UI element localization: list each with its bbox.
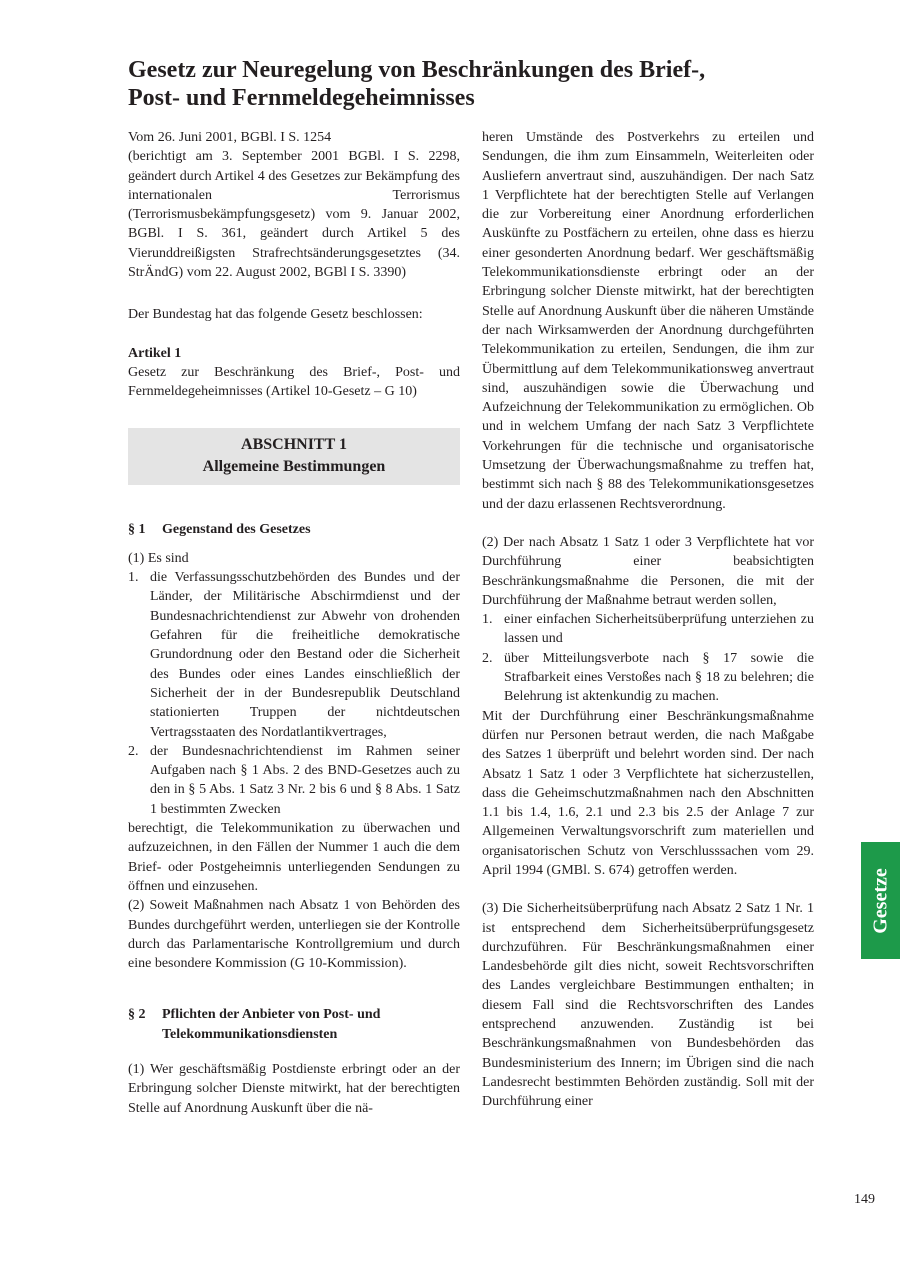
s2-list-item-1 — [482, 610, 814, 649]
side-tab-gesetze — [861, 842, 900, 959]
amendments-note: (berichtigt am 3. September 2001 BGBl. I S. 2298, geändert durch Artikel 4 des Gesetzes zur Bekämpfung des internationalen Terrorismus (Terrorismusbekämpfungsgesetz) vom 9. Januar 2002, BGBl. I S. 361, geändert durch Artikel 5 des Vierunddreißigsten Strafrechtsänderungsgesetztes (34. StrÄndG) vom 22. August 2002, BGBl I S. 3390) — [128, 149, 460, 281]
s1-list-item-2 — [128, 742, 460, 819]
document-title — [128, 56, 828, 112]
list-number: 2. — [128, 743, 139, 759]
section-number: ABSCHNITT 1 — [241, 435, 347, 453]
s1-paragraph-1-intro: (1) Es sind — [128, 550, 189, 566]
list-text: einer einfachen Sicherheitsüberprüfung unterziehen zu lassen und — [504, 612, 814, 647]
article-heading: Artikel 1 — [128, 345, 182, 361]
section-1-number: § 1 — [128, 521, 146, 537]
left-column — [128, 128, 460, 1118]
s1-paragraph-2: (2) Soweit Maßnahmen nach Absatz 1 von Behörden des Bundes durchgeführt werden, unterliegen sie der Kontrolle durch das Parlamentarische Kontrollgremium und durch eine besondere Kommission (G 10-Kommission). — [128, 898, 460, 972]
list-number: 1. — [482, 612, 493, 628]
s2-paragraph-2-end: Mit der Durchführung einer Beschränkungsmaßnahme dürfen nur Personen betraut werden, die nach Maßgabe des Satzes 1 überprüft und belehrt worden sind. Der nach Absatz 1 Satz 1 oder 3 Verpflichtete hat sicherzustellen, dass die Geheimschutzmaßnahmen nach den Abschnitten 1.1 bis 1.4, 1.6, 2.1 und 2.3 bis 2.5 der Anlage 7 zur Allgemeinen Verwaltungsvorschrift zum materiellen und organisatorischen Schutz von Verschlusssachen vom 29. April 1994 (GMBl. S. 674) getroffen werden. — [482, 708, 814, 878]
list-text: über Mitteilungsverbote nach § 17 sowie die Strafbarkeit eines Verstoßes nach § 18 zu belehren; die Belehrung ist aktenkundig zu machen. — [504, 650, 814, 705]
s2-paragraph-3: (3) Die Sicherheitsüberprüfung nach Absatz 2 Satz 1 Nr. 1 ist entsprechend dem Sicherheitsüberprüfungsgesetz durchzuführen. Für Beschränkungsmaßnahmen einer Landesbehörde gilt dies nicht, soweit Rechtsvorschriften des Landes vergleichbare Bestimmungen enthalten; in diesem Fall sind die Rechtsvorschriften des Landes entsprechend anzuwenden. Zuständig ist bei Beschränkungsmaßnahmen von Bundesbehörden das Bundesministerium des Innern; im Übrigen sind die nach Landesrecht bestimmten Behörden zuständig. Soll mit der Durchführung einer — [482, 901, 814, 1110]
section-2-number: § 2 — [128, 1007, 146, 1023]
title-line-1: Gesetz zur Neuregelung von Beschränkungen des Brief-, — [128, 57, 706, 83]
section-2-title — [162, 1005, 380, 1044]
list-number: 1. — [128, 570, 139, 586]
list-text: die Verfassungsschutzbehörden des Bundes und der Länder, der Militärische Abschirmdienst und der Bundesnachrichtendienst zur Abwehr von drohenden Gefahren für die freiheitliche demokratische Grundordnung oder den Bestand oder die Sicherheit des Bundes oder eines Landes einschließlich der Sicherheit der in der Bundesrepublik Deutschland stationierten Truppen der nichtdeutschen Vertragsstaaten des Nordatlantikvertrages, — [150, 570, 460, 740]
list-text: der Bundesnachrichtendienst im Rahmen seiner Aufgaben nach § 1 Abs. 2 des BND-Gesetzes auch zu den in § 5 Abs. 1 Satz 3 Nr. 2 bis 6 und § 8 Abs. 1 Satz 1 bestimmten Zwecken — [150, 743, 460, 817]
section-title: Allgemeine Bestimmungen — [202, 457, 386, 475]
s2-list-item-2 — [482, 649, 814, 707]
s1-paragraph-1-end: berechtigt, die Telekommunikation zu überwachen und aufzuzeichnen, in den Fällen der Nummer 1 auch die dem Brief- oder Postgeheimnis unterliegenden Sendungen zu öffnen und einzusehen. — [128, 821, 460, 894]
s2-paragraph-1-start: (1) Wer geschäftsmäßig Postdienste erbringt oder an der Erbringung solcher Dienste mitwirkt, hat der berechtigten Stelle auf Anordnung Auskunft über die nä- — [128, 1061, 460, 1116]
section-2-heading — [128, 1005, 460, 1044]
section-1-title: Gegenstand des Gesetzes — [162, 521, 311, 537]
s1-list-item-1 — [128, 568, 460, 742]
right-column — [482, 128, 814, 1112]
s2-paragraph-1-continued: heren Umstände des Postverkehrs zu erteilen und Sendungen, die ihm zum Einsammeln, Weiterleiten oder Ausliefern anvertraut sind, auszuhändigen. Der nach Satz 1 Verpflichtete hat der berechtigten Stelle auf Verlangen die zur Vorbereitung einer Anordnung erforderlichen Auskünfte zu Postfächern zu erteilen, ohne dass es hierzu einer gesonderten Anordnung bedarf. Wer geschäftsmäßig Telekommunikationsdienste erbringt oder an der Erbringung solcher Dienste mitwirkt, hat der berechtigten Stelle auf Anordnung Auskunft über die näheren Umstände der nach Wirksamwerden der Anordnung durchgeführten Telekommunikation zu erteilen, Sendungen, die ihm zur Übermittlung auf dem Telekommunikationsweg anvertraut sind, auszuhändigen sowie die Überwachung und Aufzeichnung der Telekommunikation zu ermöglichen. Ob und in welchem Umfang der nach Satz 3 Verpflichtete Vorkehrungen für die technische und organisatorische Umsetzung der Überwachungsmaßnahme zu treffen hat, bestimmt sich nach § 88 des Telekommunikationsgesetzes und der dazu erlassenen Rechtsverordnung. — [482, 130, 814, 512]
side-tab-label: Gesetze — [869, 867, 891, 934]
section-2-title-line-1: Pflichten der Anbieter von Post- und — [162, 1007, 381, 1023]
s2-paragraph-2-intro: (2) Der nach Absatz 1 Satz 1 oder 3 Verpflichtete hat vor Durchführung einer beabsichtigten Beschränkungsmaßnahme die Personen, die mit der Durchführung der Maßnahme betraut werden sollen, — [482, 534, 814, 608]
title-line-2: Post- und Fernmeldegeheimnisses — [128, 85, 475, 111]
section-2-title-line-2: Telekommunikationsdiensten — [162, 1026, 338, 1042]
list-number: 2. — [482, 650, 493, 666]
page-number: 149 — [854, 1192, 875, 1207]
article-text: Gesetz zur Beschränkung des Brief-, Post- und Fernmeldegeheimnisses (Artikel 10-Gesetz – G 10) — [128, 364, 460, 400]
section-box — [128, 428, 460, 485]
section-1-heading — [128, 520, 460, 539]
enactment-clause: Der Bundestag hat das folgende Gesetz beschlossen: — [128, 307, 423, 323]
date-line: Vom 26. Juni 2001, BGBl. I S. 1254 — [128, 130, 332, 145]
